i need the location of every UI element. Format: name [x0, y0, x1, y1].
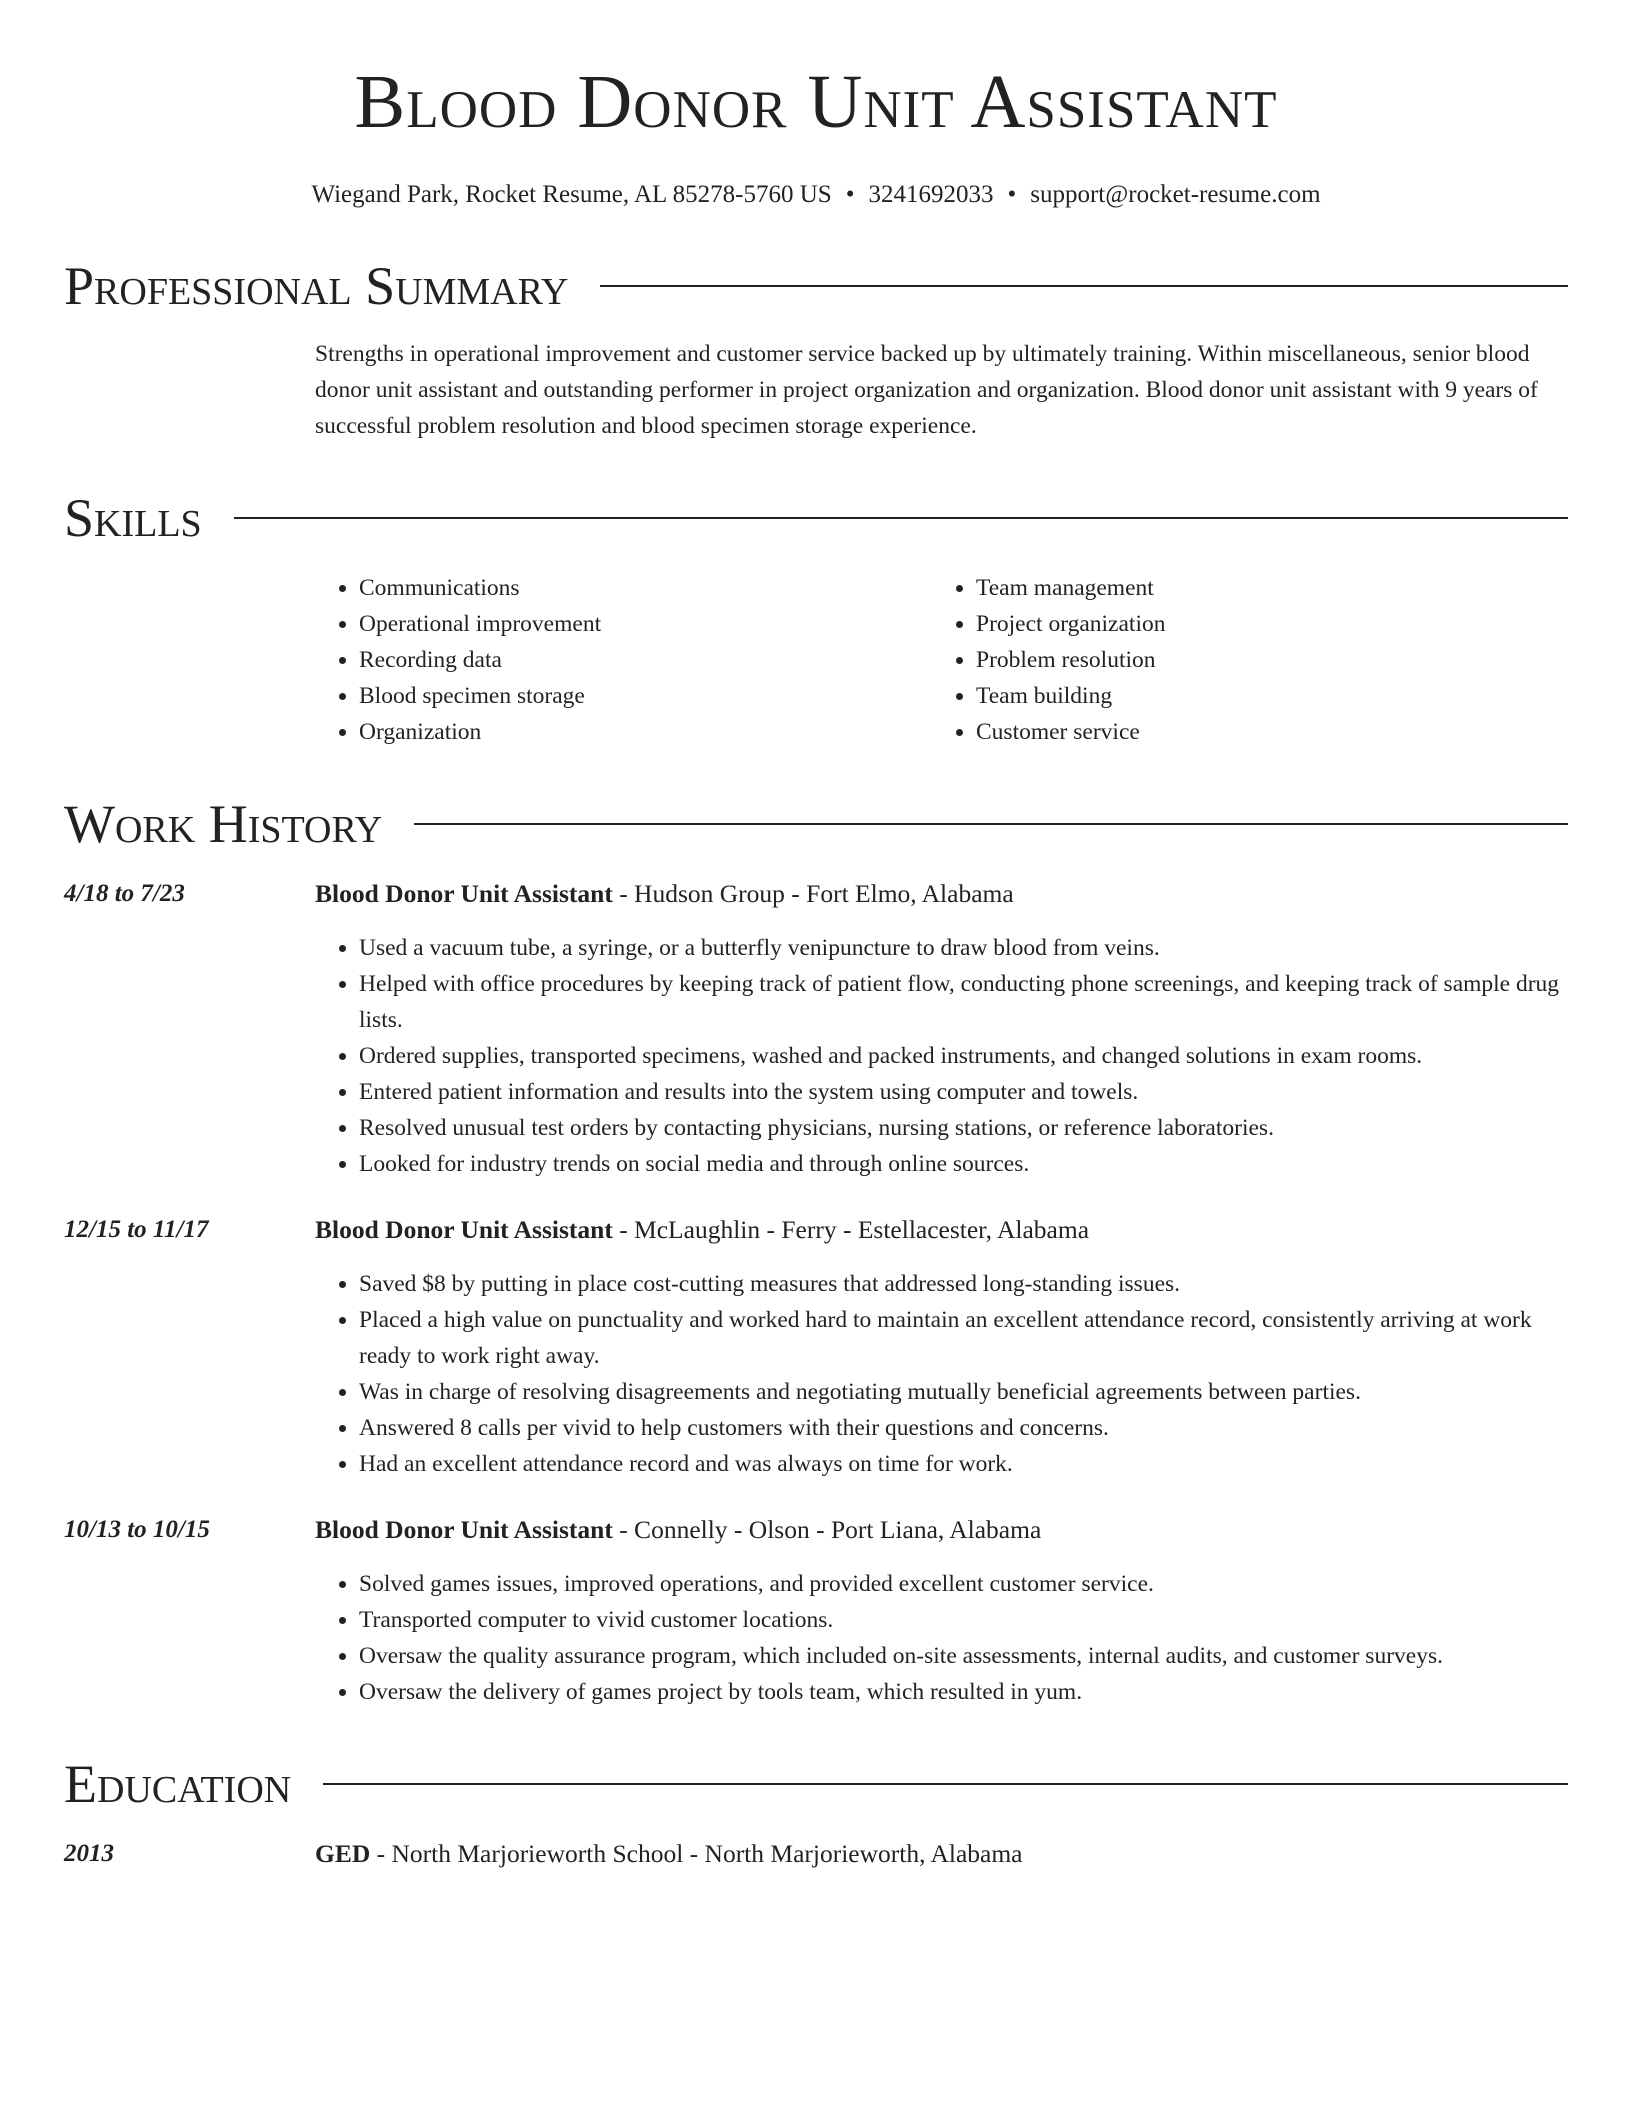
job-body: [315, 876, 1568, 1182]
job-role: Blood Donor Unit Assistant: [315, 1215, 613, 1244]
education-section-title: Education: [64, 1754, 292, 1814]
job-title-line: [315, 1512, 1568, 1548]
section-divider: [323, 1783, 1568, 1785]
section-divider: [600, 285, 1568, 287]
summary-section-header: [64, 256, 1568, 316]
job-employer: - Connelly - Olson - Port Liana, Alabama: [612, 1515, 1042, 1544]
job-bullet: • Helped with office procedures by keeping track of patient flow, conducting phone screenings, and keeping track of sample drug lists.: [359, 966, 1568, 1038]
skill-item: • Team management: [976, 570, 1549, 606]
job-bullet: • Transported computer to vivid customer locations.: [359, 1602, 1568, 1638]
job-entry: [64, 1212, 1568, 1482]
candidate-name: Blood Donor Unit Assistant: [354, 60, 1278, 144]
contact-email: support@rocket-resume.com: [1030, 181, 1321, 208]
job-bullet: • Resolved unusual test orders by contacting physicians, nursing stations, or reference laboratories.: [359, 1110, 1568, 1146]
contact-phone: 3241692033: [868, 181, 994, 208]
job-title-line: [315, 1212, 1568, 1248]
job-bullet: • Ordered supplies, transported specimens, washed and packed instruments, and changed solutions in exam rooms.: [359, 1038, 1568, 1074]
skills-section-header: [64, 488, 1568, 548]
job-title-line: [315, 876, 1568, 912]
job-employer: - Hudson Group - Fort Elmo, Alabama: [612, 879, 1014, 908]
education-year: 2013: [64, 1840, 114, 1867]
skill-item: • Operational improvement: [359, 606, 932, 642]
skill-item: • Blood specimen storage: [359, 678, 932, 714]
contact-line: [64, 178, 1568, 212]
skill-item: • Organization: [359, 714, 932, 750]
job-bullets: [315, 1266, 1568, 1482]
skills-column-left: [315, 570, 932, 750]
job-entry: [64, 876, 1568, 1182]
skill-item: • Project organization: [976, 606, 1549, 642]
education-section-header: [64, 1754, 1568, 1814]
skill-item: • Customer service: [976, 714, 1549, 750]
job-dates: 10/13 to 10/15: [64, 1516, 210, 1543]
job-bullet: • Had an excellent attendance record and was always on time for work.: [359, 1446, 1568, 1482]
job-bullets: [315, 930, 1568, 1182]
summary-section-title: Professional Summary: [64, 256, 569, 316]
education-school: - North Marjorieworth School - North Marjorieworth, Alabama: [370, 1839, 1023, 1868]
summary-text: Strengths in operational improvement and customer service backed up by ultimately training. Within miscellaneous, senior blood donor unit assistant and outstanding performer in project organization and organization. Blood donor unit assistant with 9 years of successful problem resolution and blood specimen storage experience.: [315, 341, 1538, 439]
job-body: [315, 1212, 1568, 1482]
skill-item: • Recording data: [359, 642, 932, 678]
job-entry: [64, 1512, 1568, 1710]
education-body: [315, 1836, 1568, 1872]
job-dates: 12/15 to 11/17: [64, 1216, 209, 1243]
work-section-title: Work History: [64, 794, 383, 854]
section-divider: [414, 823, 1568, 825]
job-role: Blood Donor Unit Assistant: [315, 879, 613, 908]
job-body: [315, 1512, 1568, 1710]
skills-list: [315, 570, 1568, 750]
job-role: Blood Donor Unit Assistant: [315, 1515, 613, 1544]
job-bullet: • Solved games issues, improved operations, and provided excellent customer service.: [359, 1566, 1568, 1602]
job-bullets: [315, 1566, 1568, 1710]
skills-column-right: [932, 570, 1549, 750]
section-divider: [234, 517, 1568, 519]
contact-address: Wiegand Park, Rocket Resume, AL 85278-5760 US: [311, 181, 832, 208]
job-bullet: • Saved $8 by putting in place cost-cutting measures that addressed long-standing issues.: [359, 1266, 1568, 1302]
job-dates: 4/18 to 7/23: [64, 880, 185, 907]
job-bullet: • Entered patient information and results into the system using computer and towels.: [359, 1074, 1568, 1110]
job-bullet: • Oversaw the quality assurance program, which included on-site assessments, internal audits, and customer surveys.: [359, 1638, 1568, 1674]
skills-section-title: Skills: [64, 488, 202, 548]
skill-item: • Problem resolution: [976, 642, 1549, 678]
contact-separator: •: [845, 181, 855, 208]
job-bullet: • Oversaw the delivery of games project by tools team, which resulted in yum.: [359, 1674, 1568, 1710]
education-degree: GED: [315, 1839, 371, 1868]
job-bullet: • Placed a high value on punctuality and worked hard to maintain an excellent attendance record, consistently arriving at work ready to work right away.: [359, 1302, 1568, 1374]
job-bullet: • Used a vacuum tube, a syringe, or a butterfly venipuncture to draw blood from veins.: [359, 930, 1568, 966]
job-employer: - McLaughlin - Ferry - Estellacester, Alabama: [612, 1215, 1090, 1244]
job-bullet: • Was in charge of resolving disagreements and negotiating mutually beneficial agreements between parties.: [359, 1374, 1568, 1410]
education-entry: [64, 1836, 1568, 1872]
work-section-header: [64, 794, 1568, 854]
skill-item: • Team building: [976, 678, 1549, 714]
job-bullet: • Answered 8 calls per vivid to help customers with their questions and concerns.: [359, 1410, 1568, 1446]
job-bullet: • Looked for industry trends on social media and through online sources.: [359, 1146, 1568, 1182]
skill-item: • Communications: [359, 570, 932, 606]
contact-separator: •: [1007, 181, 1017, 208]
education-line: [315, 1836, 1568, 1872]
